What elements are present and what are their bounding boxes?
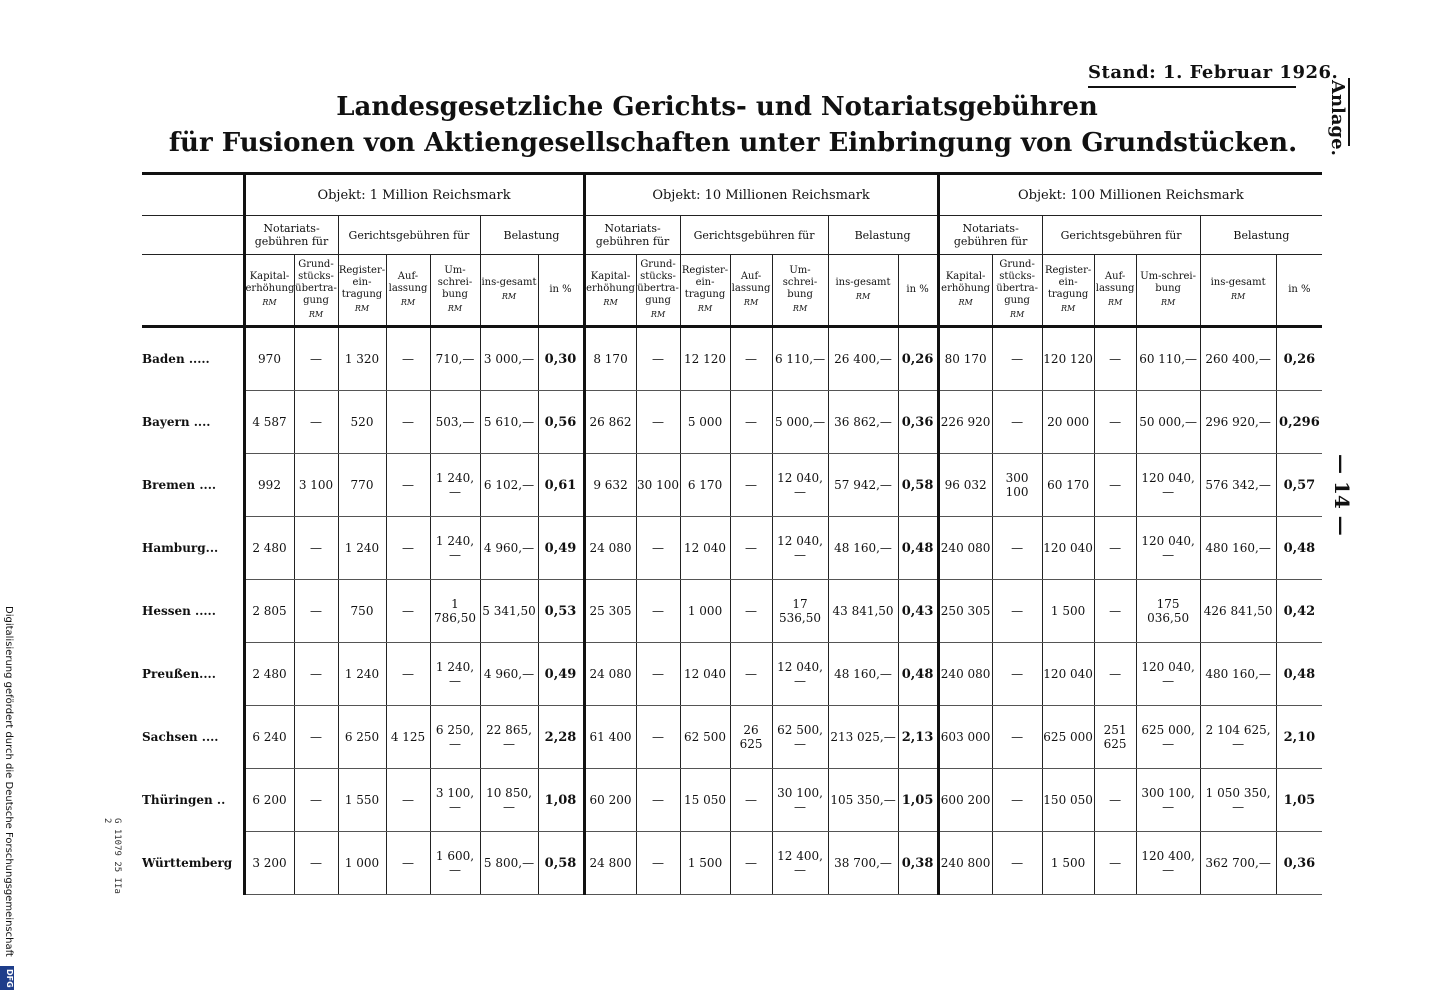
table-cell-kapital: 603 000 xyxy=(938,706,992,769)
gericht-group-header: Gerichtsgebühren für xyxy=(1042,216,1200,255)
table-row xyxy=(142,832,1322,895)
table-cell-insgesamt: 57 942,— xyxy=(828,454,898,517)
table-cell-grund: — xyxy=(992,391,1042,454)
unit-label: RM xyxy=(1108,298,1123,307)
table-cell-insgesamt: 576 342,— xyxy=(1200,454,1276,517)
table-cell-auflassung: — xyxy=(1094,327,1136,391)
gericht-group-header: Gerichtsgebühren für xyxy=(338,216,480,255)
table-cell-register: 15 050 xyxy=(680,769,730,832)
table-cell-prozent: 0,48 xyxy=(1276,643,1322,706)
table-cell-insgesamt: 260 400,— xyxy=(1200,327,1276,391)
column-header-label: ins-gesamt xyxy=(481,277,537,288)
unit-label: RM xyxy=(262,298,277,307)
column-header-label: Grund-stücks-übertra-gung xyxy=(637,259,679,306)
table-cell-kapital: 80 170 xyxy=(938,327,992,391)
row-label-land: Hessen ..... xyxy=(142,604,216,618)
table-cell-register: 1 000 xyxy=(680,580,730,643)
table-cell-register: 62 500 xyxy=(680,706,730,769)
table-cell-grund: — xyxy=(294,832,338,895)
notar-group-header: Notariats-gebühren für xyxy=(584,216,680,255)
column-header-insgesamt xyxy=(480,255,538,327)
table-cell-auflassung: — xyxy=(1094,454,1136,517)
table-cell-kapital: 6 200 xyxy=(244,769,294,832)
column-header-label: Register-ein-tragung xyxy=(338,265,386,300)
table-cell-register: 6 250 xyxy=(338,706,386,769)
table-cell-prozent: 2,13 xyxy=(898,706,938,769)
table-cell-kapital: 8 170 xyxy=(584,327,636,391)
table-cell-umschreibung: 710,— xyxy=(430,327,480,391)
table-cell-grund: 300 100 xyxy=(992,454,1042,517)
table-cell-umschreibung: 503,— xyxy=(430,391,480,454)
table-cell-auflassung: — xyxy=(386,580,430,643)
table-cell-auflassung: — xyxy=(730,832,772,895)
table-cell-grund: — xyxy=(294,643,338,706)
stand-underline xyxy=(1088,86,1296,88)
table-cell-prozent: 0,56 xyxy=(538,391,584,454)
table-cell-grund: 30 100 xyxy=(636,454,680,517)
table-cell-register: 770 xyxy=(338,454,386,517)
table-cell-umschreibung: 1 240,— xyxy=(430,454,480,517)
unit-label: RM xyxy=(743,298,759,307)
table-cell-grund: — xyxy=(636,706,680,769)
table-cell-umschreibung: 120 400,— xyxy=(1136,832,1200,895)
page-number: — 14 — xyxy=(1330,454,1354,536)
table-cell-insgesamt: 10 850,— xyxy=(480,769,538,832)
table-cell-register: 120 040 xyxy=(1042,517,1094,580)
group-header-row xyxy=(142,216,1322,255)
table-cell-umschreibung: 12 040,— xyxy=(772,517,828,580)
notar-group-header: Notariats-gebühren für xyxy=(938,216,1042,255)
table-cell-register: 6 170 xyxy=(680,454,730,517)
table-cell-umschreibung: 1 240,— xyxy=(430,517,480,580)
table-cell-auflassung: 251 625 xyxy=(1094,706,1136,769)
table-cell-umschreibung: 625 000,— xyxy=(1136,706,1200,769)
column-header-umschreibung xyxy=(772,255,828,327)
unit-label: RM xyxy=(1231,292,1246,301)
table-cell-insgesamt: 5 610,— xyxy=(480,391,538,454)
table-cell-umschreibung: 60 110,— xyxy=(1136,327,1200,391)
table-cell-prozent: 0,58 xyxy=(898,454,938,517)
row-label-land: Hamburg... xyxy=(142,541,219,555)
table-cell-kapital: 96 032 xyxy=(938,454,992,517)
row-label-land: Preußen.... xyxy=(142,667,216,681)
table-cell-insgesamt: 213 025,— xyxy=(828,706,898,769)
table-cell-grund: — xyxy=(992,517,1042,580)
table-cell-prozent: 0,48 xyxy=(898,643,938,706)
table-cell-insgesamt: 480 160,— xyxy=(1200,517,1276,580)
column-header-label: Kapital-erhöhung xyxy=(586,271,635,294)
table-cell-umschreibung: 12 400,— xyxy=(772,832,828,895)
table-cell-kapital: 970 xyxy=(244,327,294,391)
table-cell-prozent: 2,10 xyxy=(1276,706,1322,769)
column-header-label: Auf-lassung xyxy=(1095,271,1135,294)
anlage-label: Anlage. xyxy=(1327,80,1348,156)
column-header-kapital xyxy=(938,255,992,327)
table-cell-auflassung: — xyxy=(1094,769,1136,832)
row-label-land: Bayern .... xyxy=(142,415,211,429)
unit-label: RM xyxy=(855,292,871,301)
column-header-auflassung xyxy=(1094,255,1136,327)
table-cell-kapital: 226 920 xyxy=(938,391,992,454)
unit-label: RM xyxy=(1010,310,1025,319)
table-cell-auflassung: — xyxy=(1094,391,1136,454)
column-header-label: in % xyxy=(549,284,572,295)
table-cell-prozent: 0,48 xyxy=(1276,517,1322,580)
table-cell-register: 150 050 xyxy=(1042,769,1094,832)
table-cell-register: 12 120 xyxy=(680,327,730,391)
table-cell-insgesamt: 4 960,— xyxy=(480,517,538,580)
notar-group-header: Notariats-gebühren für xyxy=(244,216,338,255)
table-row xyxy=(142,454,1322,517)
table-cell-register: 1 000 xyxy=(338,832,386,895)
column-header-grund xyxy=(636,255,680,327)
table-cell-prozent: 0,30 xyxy=(538,327,584,391)
table-cell-register: 12 040 xyxy=(680,517,730,580)
table-cell-grund: — xyxy=(992,832,1042,895)
table-cell-auflassung: 26 625 xyxy=(730,706,772,769)
table-cell-umschreibung: 17 536,50 xyxy=(772,580,828,643)
table-row xyxy=(142,327,1322,391)
object-3-header: Objekt: 100 Millionen Reichsmark xyxy=(938,174,1322,216)
object-1-header: Objekt: 1 Million Reichsmark xyxy=(244,174,584,216)
table-cell-prozent: 0,36 xyxy=(1276,832,1322,895)
table-cell-umschreibung: 5 000,— xyxy=(772,391,828,454)
table-cell-register: 625 000 xyxy=(1042,706,1094,769)
table-row xyxy=(142,643,1322,706)
table-cell-prozent: 0,53 xyxy=(538,580,584,643)
table-cell-umschreibung: 30 100,— xyxy=(772,769,828,832)
table-cell-grund: — xyxy=(992,769,1042,832)
column-header-label: Register-ein-tragung xyxy=(1044,265,1092,300)
table-cell-auflassung: — xyxy=(730,517,772,580)
table-cell-kapital: 240 080 xyxy=(938,517,992,580)
column-header-label: Auf-lassung xyxy=(731,271,771,294)
unit-label: RM xyxy=(603,298,618,307)
table-cell-insgesamt: 105 350,— xyxy=(828,769,898,832)
row-label-land: Baden ..... xyxy=(142,352,210,367)
table-cell-prozent: 0,296 xyxy=(1276,391,1322,454)
table-cell-auflassung: — xyxy=(730,327,772,391)
table-cell-kapital: 24 800 xyxy=(584,832,636,895)
unit-label: RM xyxy=(697,304,713,313)
table-cell-prozent: 0,38 xyxy=(898,832,938,895)
unit-label: RM xyxy=(354,304,370,313)
column-header-label: ins-gesamt xyxy=(1210,277,1266,288)
table-cell-kapital: 26 862 xyxy=(584,391,636,454)
table-cell-prozent: 0,26 xyxy=(1276,327,1322,391)
table-cell-umschreibung: 62 500,— xyxy=(772,706,828,769)
column-header-umschreibung xyxy=(1136,255,1200,327)
dfg-logo-icon: DFG xyxy=(0,966,14,990)
table-row xyxy=(142,769,1322,832)
table-cell-umschreibung: 300 100,— xyxy=(1136,769,1200,832)
table-cell-insgesamt: 26 400,— xyxy=(828,327,898,391)
fee-table xyxy=(142,172,1322,895)
table-cell-umschreibung: 12 040,— xyxy=(772,643,828,706)
column-header-auflassung xyxy=(386,255,430,327)
table-row xyxy=(142,391,1322,454)
column-header-label: Kapital-erhöhung xyxy=(245,271,295,294)
table-cell-umschreibung: 1 786,50 xyxy=(430,580,480,643)
table-cell-auflassung: — xyxy=(386,517,430,580)
table-cell-auflassung: — xyxy=(730,454,772,517)
table-cell-auflassung: — xyxy=(730,643,772,706)
table-cell-auflassung: — xyxy=(386,327,430,391)
column-header-label: in % xyxy=(906,284,929,295)
table-cell-insgesamt: 48 160,— xyxy=(828,517,898,580)
table-cell-grund: — xyxy=(636,769,680,832)
table-cell-insgesamt: 48 160,— xyxy=(828,643,898,706)
unit-label: RM xyxy=(650,310,666,319)
table-cell-grund: — xyxy=(992,327,1042,391)
column-header-label: Register-ein-tragung xyxy=(681,265,729,300)
table-cell-umschreibung: 120 040,— xyxy=(1136,517,1200,580)
table-cell-insgesamt: 6 102,— xyxy=(480,454,538,517)
corner-cell xyxy=(142,174,244,216)
table-cell-kapital: 24 080 xyxy=(584,517,636,580)
table-cell-prozent: 1,08 xyxy=(538,769,584,832)
table-cell-register: 1 320 xyxy=(338,327,386,391)
digitization-note: Digitalisierung gefördert durch die Deutsche Forschungsgemeinschaft xyxy=(3,606,14,957)
table-cell-register: 1 240 xyxy=(338,643,386,706)
table-row xyxy=(142,517,1322,580)
column-header-umschreibung xyxy=(430,255,480,327)
table-cell-kapital: 992 xyxy=(244,454,294,517)
table-cell-umschreibung: 175 036,50 xyxy=(1136,580,1200,643)
print-note: G 11079 25 IIa 2 xyxy=(102,818,122,894)
belastung-group-header: Belastung xyxy=(480,216,584,255)
column-header-label: Um-schrei-bung xyxy=(782,265,818,300)
column-header-label: ins-gesamt xyxy=(835,277,891,288)
table-cell-insgesamt: 43 841,50 xyxy=(828,580,898,643)
table-cell-auflassung: — xyxy=(386,832,430,895)
table-cell-auflassung: — xyxy=(1094,643,1136,706)
table-cell-auflassung: — xyxy=(386,769,430,832)
table-cell-prozent: 1,05 xyxy=(1276,769,1322,832)
table-cell-insgesamt: 4 960,— xyxy=(480,643,538,706)
table-cell-prozent: 2,28 xyxy=(538,706,584,769)
table-cell-insgesamt: 22 865,— xyxy=(480,706,538,769)
table-cell-insgesamt: 36 862,— xyxy=(828,391,898,454)
table-cell-kapital: 9 632 xyxy=(584,454,636,517)
table-cell-kapital: 3 200 xyxy=(244,832,294,895)
table-cell-umschreibung: 6 110,— xyxy=(772,327,828,391)
unit-label: RM xyxy=(308,310,324,319)
table-cell-register: 1 550 xyxy=(338,769,386,832)
column-header-label: Um-schrei-bung xyxy=(1140,271,1196,294)
table-cell-auflassung: — xyxy=(386,643,430,706)
table-cell-auflassung: — xyxy=(1094,517,1136,580)
object-header-row xyxy=(142,174,1322,216)
table-cell-kapital: 61 400 xyxy=(584,706,636,769)
table-cell-grund: — xyxy=(636,643,680,706)
table-cell-register: 120 040 xyxy=(1042,643,1094,706)
column-header-prozent xyxy=(898,255,938,327)
table-cell-insgesamt: 1 050 350,— xyxy=(1200,769,1276,832)
column-header-register xyxy=(338,255,386,327)
table-cell-kapital: 250 305 xyxy=(938,580,992,643)
table-cell-register: 20 000 xyxy=(1042,391,1094,454)
table-cell-register: 5 000 xyxy=(680,391,730,454)
column-header-label: Grund-stücks-übertra-gung xyxy=(295,259,337,306)
table-cell-grund: — xyxy=(992,580,1042,643)
table-cell-prozent: 0,42 xyxy=(1276,580,1322,643)
table-cell-prozent: 0,48 xyxy=(898,517,938,580)
table-cell-grund: 3 100 xyxy=(294,454,338,517)
table-cell-kapital: 600 200 xyxy=(938,769,992,832)
table-cell-grund: — xyxy=(294,706,338,769)
table-cell-kapital: 25 305 xyxy=(584,580,636,643)
column-header-label: Auf-lassung xyxy=(388,271,428,294)
table-cell-auflassung: — xyxy=(1094,580,1136,643)
table-cell-grund: — xyxy=(294,580,338,643)
column-header-insgesamt xyxy=(828,255,898,327)
object-2-header: Objekt: 10 Millionen Reichsmark xyxy=(584,174,938,216)
table-cell-register: 750 xyxy=(338,580,386,643)
column-header-insgesamt xyxy=(1200,255,1276,327)
table-cell-kapital: 2 480 xyxy=(244,517,294,580)
table-cell-insgesamt: 3 000,— xyxy=(480,327,538,391)
column-header-label: Um-schrei-bung xyxy=(437,265,473,300)
table-cell-prozent: 0,36 xyxy=(898,391,938,454)
table-cell-umschreibung: 1 240,— xyxy=(430,643,480,706)
table-cell-register: 520 xyxy=(338,391,386,454)
belastung-group-header: Belastung xyxy=(828,216,938,255)
column-header-grund xyxy=(992,255,1042,327)
table-cell-register: 12 040 xyxy=(680,643,730,706)
table-cell-grund: — xyxy=(636,327,680,391)
table-cell-umschreibung: 120 040,— xyxy=(1136,454,1200,517)
table-cell-umschreibung: 120 040,— xyxy=(1136,643,1200,706)
table-cell-auflassung: — xyxy=(1094,832,1136,895)
table-cell-kapital: 2 480 xyxy=(244,643,294,706)
gericht-group-header: Gerichtsgebühren für xyxy=(680,216,828,255)
unit-label: RM xyxy=(792,304,808,313)
table-cell-auflassung: — xyxy=(730,769,772,832)
column-header-label: Grund-stücks-übertra-gung xyxy=(996,259,1038,306)
table-cell-register: 1 500 xyxy=(1042,580,1094,643)
table-cell-umschreibung: 6 250,— xyxy=(430,706,480,769)
table-cell-grund: — xyxy=(294,327,338,391)
table-cell-prozent: 0,26 xyxy=(898,327,938,391)
table-cell-insgesamt: 38 700,— xyxy=(828,832,898,895)
table-cell-kapital: 24 080 xyxy=(584,643,636,706)
table-cell-kapital: 4 587 xyxy=(244,391,294,454)
table-cell-register: 1 500 xyxy=(1042,832,1094,895)
table-cell-prozent: 0,49 xyxy=(538,517,584,580)
table-cell-grund: — xyxy=(636,580,680,643)
table-cell-insgesamt: 2 104 625,— xyxy=(1200,706,1276,769)
table-cell-grund: — xyxy=(636,832,680,895)
table-cell-insgesamt: 362 700,— xyxy=(1200,832,1276,895)
table-cell-kapital: 240 080 xyxy=(938,643,992,706)
unit-label: RM xyxy=(447,304,463,313)
row-label-land: Thüringen .. xyxy=(142,793,226,807)
table-cell-umschreibung: 3 100,— xyxy=(430,769,480,832)
table-cell-umschreibung: 50 000,— xyxy=(1136,391,1200,454)
table-cell-prozent: 1,05 xyxy=(898,769,938,832)
row-label-land: Bremen .... xyxy=(142,478,217,492)
column-header-auflassung xyxy=(730,255,772,327)
column-header-kapital xyxy=(584,255,636,327)
column-header-prozent xyxy=(1276,255,1322,327)
column-header-register xyxy=(1042,255,1094,327)
table-row xyxy=(142,706,1322,769)
table-cell-auflassung: — xyxy=(730,391,772,454)
table-cell-insgesamt: 296 920,— xyxy=(1200,391,1276,454)
table-cell-kapital: 60 200 xyxy=(584,769,636,832)
table-row xyxy=(142,580,1322,643)
title-line-2: für Fusionen von Aktiengesellschaften unter Einbringung von Grundstücken. xyxy=(168,128,1298,158)
column-header-grund xyxy=(294,255,338,327)
table-cell-insgesamt: 480 160,— xyxy=(1200,643,1276,706)
belastung-group-header: Belastung xyxy=(1200,216,1322,255)
table-cell-prozent: 0,43 xyxy=(898,580,938,643)
table-cell-grund: — xyxy=(636,391,680,454)
table-cell-auflassung: — xyxy=(730,580,772,643)
unit-label: RM xyxy=(1061,304,1076,313)
table-cell-kapital: 2 805 xyxy=(244,580,294,643)
unit-label: RM xyxy=(400,298,416,307)
title-line-1: Landesgesetzliche Gerichts- und Notariatsgebühren xyxy=(336,92,1098,122)
table-cell-umschreibung: 1 600,— xyxy=(430,832,480,895)
table-cell-auflassung: — xyxy=(386,391,430,454)
table-cell-prozent: 0,61 xyxy=(538,454,584,517)
table-cell-register: 1 240 xyxy=(338,517,386,580)
table-cell-insgesamt: 426 841,50 xyxy=(1200,580,1276,643)
table-cell-prozent: 0,58 xyxy=(538,832,584,895)
table-cell-prozent: 0,57 xyxy=(1276,454,1322,517)
column-header-register xyxy=(680,255,730,327)
table-cell-auflassung: 4 125 xyxy=(386,706,430,769)
unit-label: RM xyxy=(1161,298,1176,307)
table-cell-insgesamt: 5 341,50 xyxy=(480,580,538,643)
unit-label: RM xyxy=(501,292,517,301)
unit-label: RM xyxy=(958,298,973,307)
column-header-prozent xyxy=(538,255,584,327)
column-header-row xyxy=(142,255,1322,327)
table-cell-auflassung: — xyxy=(386,454,430,517)
table-cell-register: 120 120 xyxy=(1042,327,1094,391)
table-cell-grund: — xyxy=(992,706,1042,769)
table-cell-insgesamt: 5 800,— xyxy=(480,832,538,895)
row-label-land: Sachsen .... xyxy=(142,730,219,744)
table-cell-grund: — xyxy=(294,517,338,580)
table-cell-kapital: 6 240 xyxy=(244,706,294,769)
table-cell-grund: — xyxy=(294,769,338,832)
table-cell-kapital: 240 800 xyxy=(938,832,992,895)
column-header-label: Kapital-erhöhung xyxy=(941,271,991,294)
table-cell-register: 1 500 xyxy=(680,832,730,895)
stand-date: Stand: 1. Februar 1926. xyxy=(1088,62,1339,83)
table-cell-grund: — xyxy=(294,391,338,454)
table-cell-grund: — xyxy=(992,643,1042,706)
table-cell-grund: — xyxy=(636,517,680,580)
row-label-land: Württemberg xyxy=(142,856,233,870)
column-header-kapital xyxy=(244,255,294,327)
table-cell-umschreibung: 12 040,— xyxy=(772,454,828,517)
column-header-label: in % xyxy=(1288,284,1311,295)
table-cell-register: 60 170 xyxy=(1042,454,1094,517)
table-cell-prozent: 0,49 xyxy=(538,643,584,706)
